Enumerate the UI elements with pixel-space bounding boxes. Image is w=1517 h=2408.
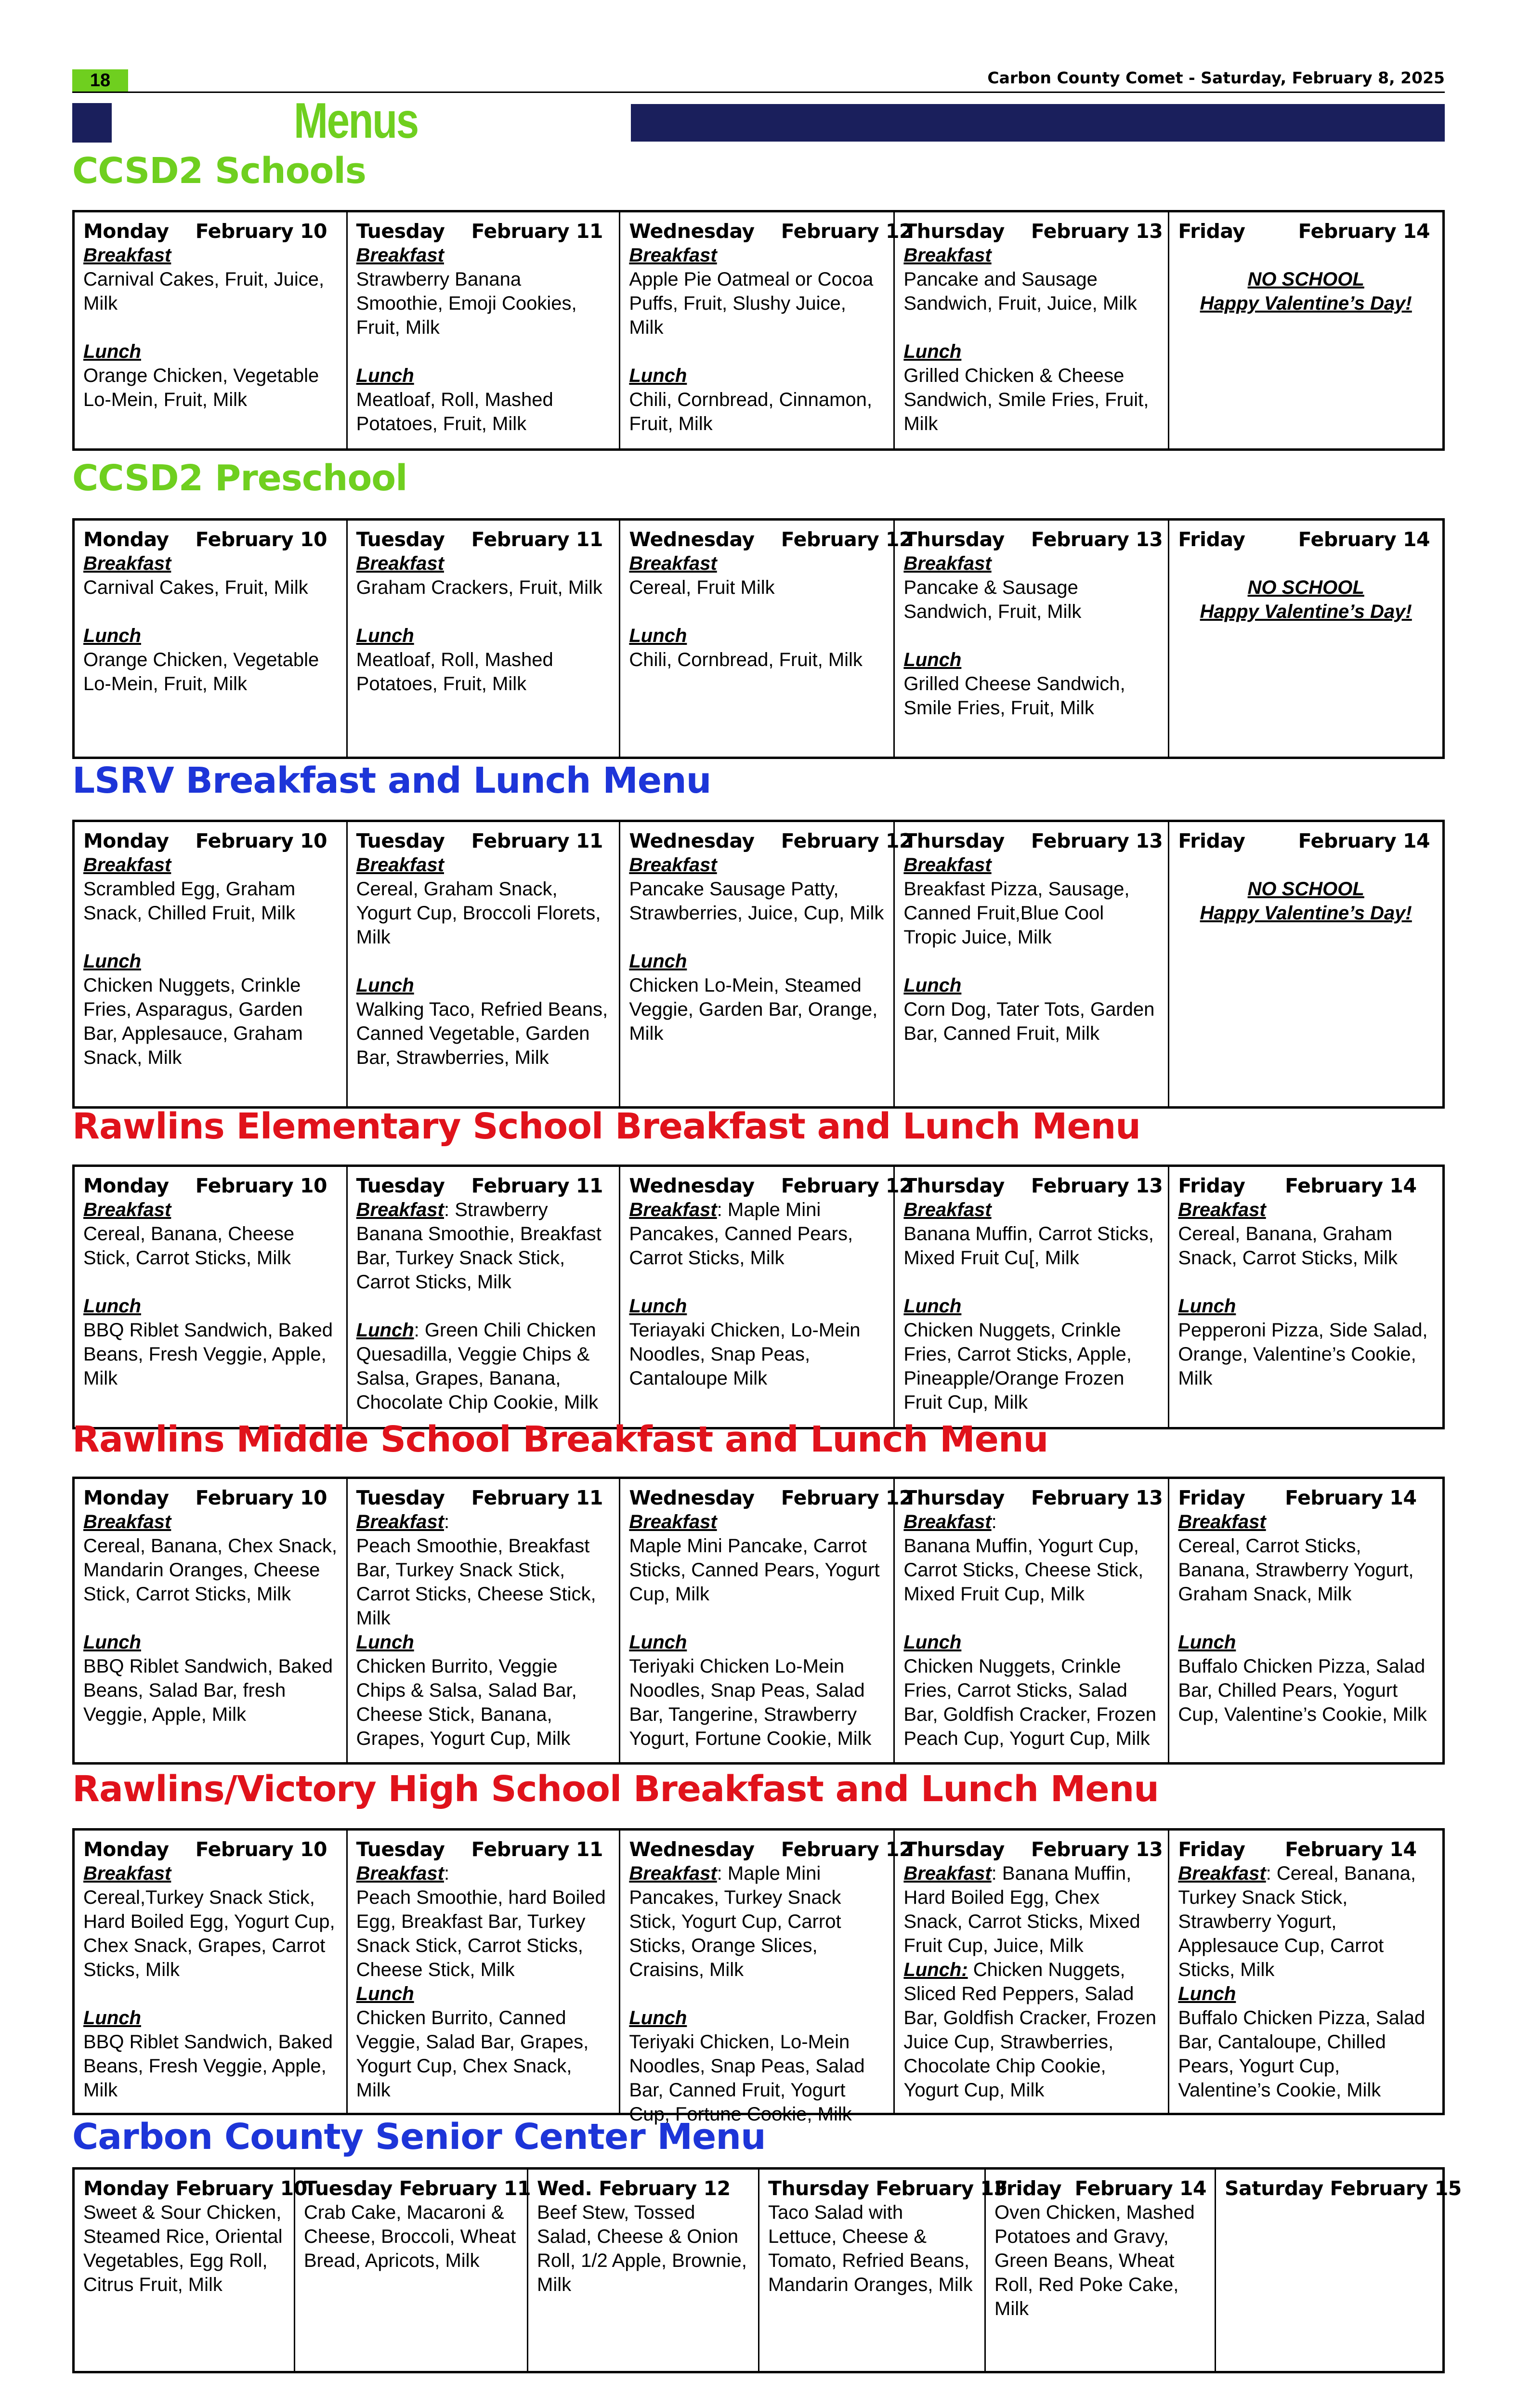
day-cell (620, 212, 913, 448)
menu-table (72, 1828, 1445, 2125)
meal-block (83, 551, 338, 600)
meal-items: Oven Chicken, Mashed Potatoes and Gravy, Green Beans, Wheat Roll, Red Poke Cake, Milk (994, 2202, 1195, 2319)
day-heading: Wednesday February 12 (629, 220, 913, 243)
meal-block (629, 1861, 885, 1982)
day-heading: Monday February 10 (83, 2177, 307, 2200)
day-cell (1169, 822, 1442, 1106)
day-heading: Thursday February 13 (903, 1174, 1163, 1197)
meal-block (903, 1958, 1159, 2102)
meal-items: Banana Muffin, Carrot Sticks, Mixed Fruit Cu[, Milk (903, 1223, 1154, 1269)
meal-label: Breakfast (903, 854, 992, 876)
day-cell (348, 822, 621, 1106)
meal-block (903, 1630, 1159, 1751)
meal-label: Breakfast (629, 553, 717, 574)
meal-items: Banana Muffin, Yogurt Cup, Carrot Sticks, Cheese Stick, Mixed Fruit Cup, Milk (903, 1535, 1144, 1605)
meal-label: Breakfast (903, 1863, 992, 1884)
page-title: Menus (294, 93, 418, 149)
day-cell (1169, 1167, 1442, 1427)
meal-label: Lunch: (903, 1959, 968, 1980)
day-heading: Monday February 10 (83, 220, 327, 243)
meal-block (629, 949, 885, 1046)
meal-items: Graham Crackers, Fruit, Milk (356, 577, 602, 598)
day-cell (620, 1167, 913, 1427)
meal-block (356, 1630, 611, 1751)
day-cell (75, 521, 348, 757)
meal-block (903, 340, 1159, 436)
day-heading: Friday February 14 (1178, 1486, 1417, 1509)
day-heading: Tuesday February 11 (356, 1486, 603, 1509)
day-heading: Wednesday February 12 (629, 1174, 913, 1197)
meal-label: Lunch (903, 1632, 962, 1653)
meal-label: Lunch (83, 1632, 141, 1653)
day-heading: Thursday February 13 (903, 220, 1163, 243)
meal-block (356, 853, 611, 949)
meal-block (1178, 1982, 1434, 2102)
meal-items: Meatloaf, Roll, Mashed Potatoes, Fruit, Milk (356, 649, 553, 694)
meal-items: Chili, Cornbread, Fruit, Milk (629, 649, 863, 670)
day-heading: Friday February 14 (994, 2177, 1207, 2200)
day-cell (1169, 1479, 1442, 1762)
meal-block (1178, 1198, 1434, 1270)
day-cell (759, 2170, 1007, 2371)
meal-block (83, 1510, 338, 1606)
day-heading: Tuesday February 11 (356, 528, 603, 551)
meal-label: Lunch (1178, 1983, 1236, 2004)
day-cell (986, 2170, 1216, 2371)
meal-block (629, 551, 885, 600)
meal-block (903, 648, 1159, 720)
meal-label: Lunch (629, 2007, 687, 2028)
meal-items: Corn Dog, Tater Tots, Garden Bar, Canned Fruit, Milk (903, 999, 1155, 1044)
day-cell (348, 1831, 621, 2113)
meal-label: Lunch (903, 649, 962, 670)
day-heading: Tuesday February 11 (356, 1838, 603, 1861)
meal-block (629, 624, 885, 672)
meal-items: Teriyaki Chicken Lo-Mein Noodles, Snap Peas, Salad Bar, Tangerine, Strawberry Yogurt, Fortune Cookie, Milk (629, 1656, 872, 1749)
meal-items: Chicken Burrito, Canned Veggie, Salad Bar, Grapes, Yogurt Cup, Chex Snack, Milk (356, 2007, 589, 2101)
section-title: Rawlins/Victory High School Breakfast and Lunch Menu (72, 1768, 1159, 1810)
meal-label: Breakfast (903, 553, 992, 574)
day-cell (295, 2170, 531, 2371)
meal-items-inline: : Maple Mini Pancakes, Turkey Snack Stick, Yogurt Cup, Carrot Sticks, Orange Slices, Craisins, Milk (629, 1863, 841, 1980)
meal-label: Lunch (903, 341, 962, 362)
meal-items: Taco Salad with Lettuce, Cheese & Tomato, Refried Beans, Mandarin Oranges, Milk (768, 2202, 973, 2295)
no-school-label: NO SCHOOL (1247, 269, 1364, 290)
meal-items: Cereal, Graham Snack, Yogurt Cup, Broccoli Florets, Milk (356, 878, 601, 948)
meal-items: BBQ Riblet Sandwich, Baked Beans, Fresh Veggie, Apple, Milk (83, 1320, 333, 1389)
meal-block (1178, 1510, 1434, 1606)
day-cell (895, 212, 1169, 448)
meal-label: Lunch (83, 2007, 141, 2028)
meal-items: Cereal, Carrot Sticks, Banana, Strawberry Yogurt, Graham Snack, Milk (1178, 1535, 1414, 1605)
meal-items-inline: : (991, 1511, 997, 1532)
day-cell (620, 1831, 913, 2125)
meal-block (356, 1861, 611, 1982)
day-cell (895, 1167, 1169, 1427)
meal-label: Lunch (356, 1632, 414, 1653)
day-heading: Friday February 14 (1178, 1174, 1417, 1197)
meal-items: Chicken Lo-Mein, Steamed Veggie, Garden Bar, Orange, Milk (629, 975, 878, 1044)
meal-label: Breakfast (1178, 1511, 1266, 1532)
meal-block (356, 1198, 611, 1294)
meal-block (1178, 1630, 1434, 1727)
meal-block (629, 1510, 885, 1606)
menu-table (72, 1165, 1445, 1429)
day-heading: Monday February 10 (83, 829, 327, 852)
meal-block (83, 2006, 338, 2102)
meal-items: Chili, Cornbread, Cinnamon, Fruit, Milk (629, 389, 873, 434)
meal-items: Crab Cake, Macaroni & Cheese, Broccoli, Wheat Bread, Apricots, Milk (304, 2202, 516, 2271)
meal-label: Breakfast (629, 1199, 717, 1220)
section-title: CCSD2 Preschool (72, 458, 407, 499)
meal-items-inline: Chicken Nuggets, Sliced Red Peppers, Salad Bar, Goldfish Cracker, Frozen Juice Cup, Strawberries, Chocolate Chip Cookie, Yogurt Cup, Milk (903, 1959, 1156, 2101)
meal-block (356, 243, 611, 340)
meal-items: Beef Stew, Tossed Salad, Cheese & Onion Roll, 1/2 Apple, Brownie, Milk (537, 2202, 747, 2295)
meal-items-inline: : Banana Muffin, Hard Boiled Egg, Chex Snack, Carrot Sticks, Mixed Fruit Cup, Juice, Milk (903, 1863, 1140, 1956)
meal-block (903, 551, 1159, 624)
meal-items: Cereal, Banana, Chex Snack, Mandarin Oranges, Cheese Stick, Carrot Sticks, Milk (83, 1535, 337, 1605)
holiday-note: Happy Valentine’s Day! (1200, 601, 1412, 622)
meal-items: Cereal, Banana, Graham Snack, Carrot Sticks, Milk (1178, 1223, 1398, 1269)
no-school-label: NO SCHOOL (1247, 878, 1364, 900)
day-cell (620, 521, 913, 757)
meal-items: Cereal,Turkey Snack Stick, Hard Boiled Egg, Yogurt Cup, Chex Snack, Grapes, Carrot Sticks, Milk (83, 1887, 335, 1980)
meal-items: Chicken Burrito, Veggie Chips & Salsa, Salad Bar, Cheese Stick, Banana, Grapes, Yogurt Cup, Milk (356, 1656, 577, 1749)
day-heading: Friday February 14 (1178, 220, 1430, 243)
meal-label: Lunch (1178, 1632, 1236, 1653)
meal-block (83, 243, 338, 315)
meal-label: Lunch (903, 975, 962, 996)
meal-items-inline: : Green Chili Chicken Quesadilla, Veggie Chips & Salsa, Grapes, Banana, Chocolate Chip Cookie, Milk (356, 1320, 599, 1413)
meal-label: Breakfast (356, 245, 444, 266)
day-heading: Monday February 10 (83, 1174, 327, 1197)
meal-block (356, 364, 611, 436)
meal-block (1178, 1294, 1434, 1390)
meal-items: Peach Smoothie, Breakfast Bar, Turkey Snack Stick, Carrot Sticks, Cheese Stick, Milk (356, 1535, 596, 1629)
meal-label: Breakfast (1178, 1199, 1266, 1220)
day-heading: Wed. February 12 (537, 2177, 731, 2200)
meal-block (1178, 1861, 1434, 1982)
day-cell (620, 1479, 913, 1762)
meal-items: Maple Mini Pancake, Carrot Sticks, Canned Pears, Yogurt Cup, Milk (629, 1535, 880, 1605)
day-heading: Thursday February 13 (903, 528, 1163, 551)
meal-label: Breakfast (903, 1199, 992, 1220)
meal-items: Pancake and Sausage Sandwich, Fruit, Juice, Milk (903, 269, 1137, 314)
meal-label: Lunch (83, 625, 141, 646)
meal-label: Lunch (629, 1632, 687, 1653)
day-cell (75, 2170, 307, 2371)
day-cell (1216, 2170, 1462, 2371)
meal-label: Breakfast (356, 1863, 444, 1884)
meal-block (629, 1198, 885, 1270)
header-block-left (72, 103, 112, 143)
meal-label: Lunch (83, 1296, 141, 1317)
meal-label: Breakfast (83, 854, 171, 876)
meal-items: Cereal, Fruit Milk (629, 577, 775, 598)
day-heading: Friday February 14 (1178, 1838, 1417, 1861)
day-heading: Wednesday February 12 (629, 1838, 913, 1861)
meal-block (629, 1630, 885, 1751)
meal-block (83, 1630, 338, 1727)
meal-block (903, 1510, 1159, 1606)
day-heading: Monday February 10 (83, 1486, 327, 1509)
day-cell (1169, 521, 1442, 757)
meal-label: Breakfast (1178, 1863, 1266, 1884)
meal-block (629, 2006, 885, 2126)
day-heading: Tuesday February 11 (356, 1174, 603, 1197)
meal-block (83, 1198, 338, 1270)
day-cell (1169, 1831, 1442, 2113)
meal-label: Lunch (356, 1320, 414, 1341)
meal-items: Teriyaki Chicken, Lo-Mein Noodles, Snap Peas, Salad Bar, Canned Fruit, Yogurt Cup, Fortune Cookie, Milk (629, 2031, 865, 2125)
meal-items: Pancake & Sausage Sandwich, Fruit, Milk (903, 577, 1082, 622)
meal-label: Breakfast (83, 245, 171, 266)
holiday-note: Happy Valentine’s Day! (1200, 293, 1412, 314)
header-rule (72, 92, 1445, 93)
day-heading: Tuesday February 11 (304, 2177, 531, 2200)
meal-block (903, 853, 1159, 949)
meal-block (629, 364, 885, 436)
publication-line: Carbon County Comet - Saturday, February 8, 2025 (987, 68, 1445, 87)
day-cell (895, 1479, 1169, 1762)
header-bar-right (631, 104, 1445, 142)
day-heading: Wednesday February 12 (629, 829, 913, 852)
day-heading: Thursday February 13 (903, 1486, 1163, 1509)
meal-items-inline: : (444, 1511, 450, 1532)
meal-items: Carnival Cakes, Fruit, Juice, Milk (83, 269, 325, 314)
meal-items: Strawberry Banana Smoothie, Emoji Cookies, Fruit, Milk (356, 269, 577, 338)
meal-items: Pepperoni Pizza, Side Salad, Orange, Valentine’s Cookie, Milk (1178, 1320, 1428, 1389)
meal-block (356, 1510, 611, 1630)
meal-items: BBQ Riblet Sandwich, Baked Beans, Salad Bar, fresh Veggie, Apple, Milk (83, 1656, 333, 1725)
day-heading: Friday February 14 (1178, 829, 1430, 852)
meal-block (629, 853, 885, 925)
meal-label: Breakfast (356, 854, 444, 876)
meal-items: Orange Chicken, Vegetable Lo-Mein, Fruit, Milk (83, 649, 319, 694)
meal-items: Orange Chicken, Vegetable Lo-Mein, Fruit, Milk (83, 365, 319, 410)
meal-items: Apple Pie Oatmeal or Cocoa Puffs, Fruit, Slushy Juice, Milk (629, 269, 874, 338)
meal-block (356, 1982, 611, 2102)
menu-table (72, 210, 1445, 451)
meal-label: Lunch (629, 365, 687, 386)
meal-label: Lunch (356, 1983, 414, 2004)
meal-block (356, 1318, 611, 1414)
day-cell (895, 1831, 1169, 2113)
meal-label: Lunch (1178, 1296, 1236, 1317)
meal-block (903, 1294, 1159, 1414)
day-cell (75, 1167, 348, 1427)
meal-items: Peach Smoothie, hard Boiled Egg, Breakfast Bar, Turkey Snack Stick, Carrot Sticks, Cheese Stick, Milk (356, 1887, 606, 1980)
meal-block (629, 1294, 885, 1390)
meal-label: Lunch (629, 625, 687, 646)
section-title: CCSD2 Schools (72, 150, 366, 192)
day-cell (75, 822, 348, 1106)
day-heading: Monday February 10 (83, 1838, 327, 1861)
day-cell (1169, 212, 1442, 448)
meal-block (356, 551, 611, 600)
meal-label: Breakfast (629, 1511, 717, 1532)
meal-block (903, 973, 1159, 1046)
meal-label: Lunch (356, 365, 414, 386)
meal-block (83, 340, 338, 412)
day-heading: Monday February 10 (83, 528, 327, 551)
meal-label: Breakfast (83, 1511, 171, 1532)
day-cell (75, 1479, 348, 1762)
section-title: Carbon County Senior Center Menu (72, 2116, 766, 2158)
day-heading: Friday February 14 (1178, 528, 1430, 551)
meal-items: Teriayaki Chicken, Lo-Mein Noodles, Snap Peas, Cantaloupe Milk (629, 1320, 861, 1389)
meal-items: Scrambled Egg, Graham Snack, Chilled Fruit, Milk (83, 878, 296, 924)
meal-label: Lunch (629, 1296, 687, 1317)
meal-block (903, 243, 1159, 315)
day-heading: Saturday February 15 (1225, 2177, 1462, 2200)
meal-items: Carnival Cakes, Fruit, Milk (83, 577, 308, 598)
meal-label: Breakfast (83, 553, 171, 574)
meal-block (629, 243, 885, 340)
no-school-label: NO SCHOOL (1247, 577, 1364, 598)
meal-label: Breakfast (83, 1199, 171, 1220)
meal-block (83, 949, 338, 1070)
meal-label: Breakfast (83, 1863, 171, 1884)
section-title: Rawlins Elementary School Breakfast and Lunch Menu (72, 1106, 1140, 1147)
day-cell (75, 212, 348, 448)
day-heading: Tuesday February 11 (356, 829, 603, 852)
meal-block (903, 1198, 1159, 1270)
meal-block (83, 1861, 338, 1982)
day-heading: Thursday February 13 (768, 2177, 1007, 2200)
day-cell (348, 1479, 621, 1762)
meal-label: Lunch (83, 341, 141, 362)
meal-items: Grilled Cheese Sandwich, Smile Fries, Fruit, Milk (903, 673, 1125, 719)
meal-items: Chicken Nuggets, Crinkle Fries, Asparagus, Garden Bar, Applesauce, Graham Snack, Milk (83, 975, 303, 1068)
day-cell (895, 521, 1169, 757)
day-cell (528, 2170, 759, 2371)
meal-block (356, 973, 611, 1070)
meal-label: Lunch (629, 951, 687, 972)
day-cell (620, 822, 913, 1106)
day-cell (348, 212, 621, 448)
meal-items: Breakfast Pizza, Sausage, Canned Fruit,Blue Cool Tropic Juice, Milk (903, 878, 1130, 948)
meal-block (903, 1861, 1159, 1958)
meal-block (83, 853, 338, 925)
day-cell (75, 1831, 348, 2113)
meal-items: Chicken Nuggets, Crinkle Fries, Carrot Sticks, Salad Bar, Goldfish Cracker, Frozen Peach Cup, Yogurt Cup, Milk (903, 1656, 1156, 1749)
meal-block (356, 624, 611, 696)
meal-label: Lunch (83, 951, 141, 972)
menu-table (72, 2167, 1462, 2373)
meal-label: Breakfast (356, 1511, 444, 1532)
meal-label: Breakfast (356, 1199, 444, 1220)
menu-table (72, 1477, 1445, 1765)
meal-items: Meatloaf, Roll, Mashed Potatoes, Fruit, Milk (356, 389, 553, 434)
meal-block (83, 1294, 338, 1390)
section-title: LSRV Breakfast and Lunch Menu (72, 760, 711, 801)
meal-items: Sweet & Sour Chicken, Steamed Rice, Oriental Vegetables, Egg Roll, Citrus Fruit, Milk (83, 2202, 283, 2295)
day-heading: Wednesday February 12 (629, 528, 913, 551)
meal-items: Buffalo Chicken Pizza, Salad Bar, Cantaloupe, Chilled Pears, Yogurt Cup, Valentine’s Cookie, Milk (1178, 2007, 1425, 2101)
meal-label: Lunch (356, 625, 414, 646)
meal-label: Breakfast (629, 854, 717, 876)
meal-items: Pancake Sausage Patty, Strawberries, Juice, Cup, Milk (629, 878, 884, 924)
meal-label: Breakfast (903, 245, 992, 266)
meal-label: Breakfast (629, 245, 717, 266)
day-cell (895, 822, 1169, 1106)
meal-label: Lunch (356, 975, 414, 996)
meal-label: Lunch (903, 1296, 962, 1317)
meal-items: Chicken Nuggets, Crinkle Fries, Carrot Sticks, Apple, Pineapple/Orange Frozen Fruit Cup, Milk (903, 1320, 1132, 1413)
meal-items-inline: : Strawberry Banana Smoothie, Breakfast Bar, Turkey Snack Stick, Carrot Sticks, Milk (356, 1199, 602, 1293)
meal-label: Breakfast (903, 1511, 992, 1532)
section-title: Rawlins Middle School Breakfast and Lunch Menu (72, 1419, 1048, 1460)
page-number: 18 (72, 69, 128, 92)
menu-table (72, 820, 1445, 1109)
meal-items-inline: : (444, 1863, 450, 1884)
day-heading: Thursday February 13 (903, 829, 1163, 852)
day-heading: Tuesday February 11 (356, 220, 603, 243)
meal-items: Walking Taco, Refried Beans, Canned Vegetable, Garden Bar, Strawberries, Milk (356, 999, 608, 1068)
meal-block (83, 624, 338, 696)
menu-table (72, 518, 1445, 759)
meal-label: Breakfast (629, 1863, 717, 1884)
meal-items: Cereal, Banana, Cheese Stick, Carrot Sticks, Milk (83, 1223, 295, 1269)
day-heading: Wednesday February 12 (629, 1486, 913, 1509)
day-cell (348, 521, 621, 757)
holiday-note: Happy Valentine’s Day! (1200, 903, 1412, 924)
day-cell (348, 1167, 621, 1427)
meal-items: Buffalo Chicken Pizza, Salad Bar, Chilled Pears, Yogurt Cup, Valentine’s Cookie, Milk (1178, 1656, 1427, 1725)
meal-items: Grilled Chicken & Cheese Sandwich, Smile Fries, Fruit, Milk (903, 365, 1149, 434)
meal-items-inline: : Cereal, Banana, Turkey Snack Stick, Strawberry Yogurt, Applesauce Cup, Carrot Sticks, Milk (1178, 1863, 1416, 1980)
meal-items-inline: : Maple Mini Pancakes, Canned Pears, Carrot Sticks, Milk (629, 1199, 853, 1269)
day-heading: Thursday February 13 (903, 1838, 1163, 1861)
meal-items: BBQ Riblet Sandwich, Baked Beans, Fresh Veggie, Apple, Milk (83, 2031, 333, 2101)
meal-label: Breakfast (356, 553, 444, 574)
